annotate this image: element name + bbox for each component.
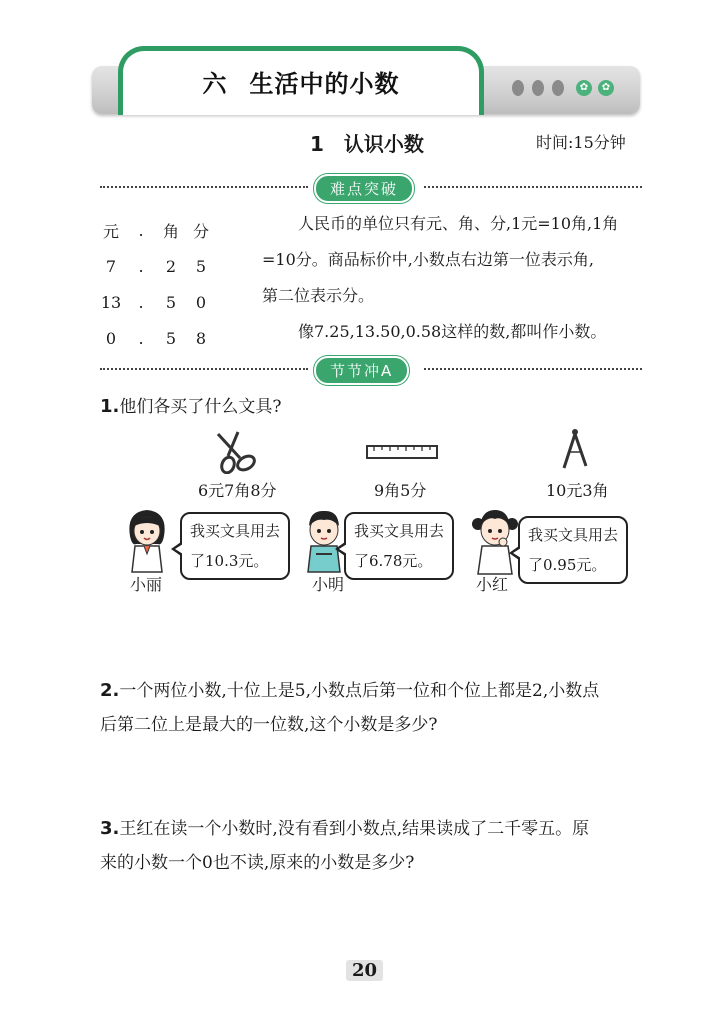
table-cell: 5 <box>165 292 177 312</box>
question-text: 一个两位小数,十位上是5,小数点后第一位和个位上都是2,小数点 <box>119 681 600 701</box>
chapter-number: 六 <box>202 70 228 98</box>
question-text: 王红在读一个小数时,没有看到小数点,结果读成了二千零五。原 <box>119 819 590 839</box>
table-header-cell: . <box>138 220 144 240</box>
kid-name: 小红 <box>476 575 509 594</box>
price-label: 9角5分 <box>374 481 427 500</box>
speech-line: 我买文具用去 <box>528 526 619 544</box>
question-number: 3. <box>100 818 120 839</box>
divider-right <box>424 368 642 370</box>
table-row <box>96 320 216 356</box>
price-label: 6元7角8分 <box>198 481 277 500</box>
question-line: 来的小数一个0也不读,原来的小数是多少? <box>100 853 415 873</box>
speech-bubble <box>518 516 628 584</box>
table-cell: 13 <box>100 292 122 312</box>
question-text: 他们各买了什么文具? <box>119 397 282 417</box>
table-cell: . <box>138 292 144 312</box>
time-limit: 时间:15分钟 <box>536 133 626 152</box>
table-header-cell: 元 <box>102 221 119 241</box>
speech-line: 了0.95元。 <box>528 556 607 574</box>
page-number: 20 <box>346 960 383 981</box>
divider-left <box>100 368 308 370</box>
decor-dot-icon <box>532 80 544 96</box>
question-number: 1. <box>100 396 120 417</box>
question-line: 后第二位上是最大的一位数,这个小数是多少? <box>100 715 438 735</box>
speech-bubble <box>344 512 454 580</box>
explanation-line: =10分。商品标价中,小数点右边第一位表示角, <box>262 250 594 269</box>
divider-right <box>424 186 642 188</box>
chapter-name: 生活中的小数 <box>249 70 400 98</box>
decor-dot-icon <box>512 80 524 96</box>
table-header-cell: 分 <box>192 221 209 241</box>
lesson-title: 1 认识小数 <box>310 132 424 156</box>
girl-avatar <box>470 504 520 578</box>
kid-name: 小丽 <box>130 575 163 594</box>
divider-left <box>100 186 308 188</box>
decor-dot-icon <box>552 80 564 96</box>
table-cell: 5 <box>195 256 207 276</box>
currency-table <box>96 212 216 356</box>
chapter-title <box>118 64 484 99</box>
compass-icon <box>560 428 590 470</box>
table-header-cell: 角 <box>162 221 179 241</box>
question-number: 2. <box>100 680 120 701</box>
question-line <box>100 674 660 708</box>
speech-line: 了6.78元。 <box>354 552 433 570</box>
question-3 <box>100 812 660 880</box>
scissors-icon <box>214 430 260 474</box>
explanation-line: 人民币的单位只有元、角、分,1元=10角,1角 <box>298 214 619 233</box>
explanation <box>262 206 652 350</box>
question-line <box>100 812 660 846</box>
table-cell: 7 <box>105 256 117 276</box>
table-cell: 5 <box>165 328 177 348</box>
table-cell: 2 <box>165 256 177 276</box>
table-cell: . <box>138 256 144 276</box>
speech-line: 我买文具用去 <box>190 522 281 540</box>
section-badge-difficulty: 难点突破 <box>314 174 414 203</box>
explanation-line: 像7.25,13.50,0.58这样的数,都叫作小数。 <box>298 322 607 341</box>
table-row <box>96 284 216 320</box>
question-2 <box>100 674 660 742</box>
table-header <box>96 212 216 248</box>
leaf-icon: ✿ <box>576 80 592 96</box>
table-row <box>96 248 216 284</box>
question-1 <box>100 390 282 424</box>
price-label: 10元3角 <box>546 481 609 500</box>
table-cell: 8 <box>195 328 207 348</box>
speech-bubble <box>180 512 290 580</box>
speech-line: 我买文具用去 <box>354 522 445 540</box>
speech-line: 了10.3元。 <box>190 552 269 570</box>
table-cell: 0 <box>105 328 117 348</box>
girl-avatar <box>124 506 170 578</box>
ruler-icon <box>366 444 438 460</box>
kid-name: 小明 <box>312 575 345 594</box>
explanation-line: 第二位表示分。 <box>262 286 375 305</box>
table-cell: . <box>138 328 144 348</box>
section-badge-practice: 节节冲A <box>314 356 409 385</box>
table-cell: 0 <box>195 292 207 312</box>
leaf-icon: ✿ <box>598 80 614 96</box>
